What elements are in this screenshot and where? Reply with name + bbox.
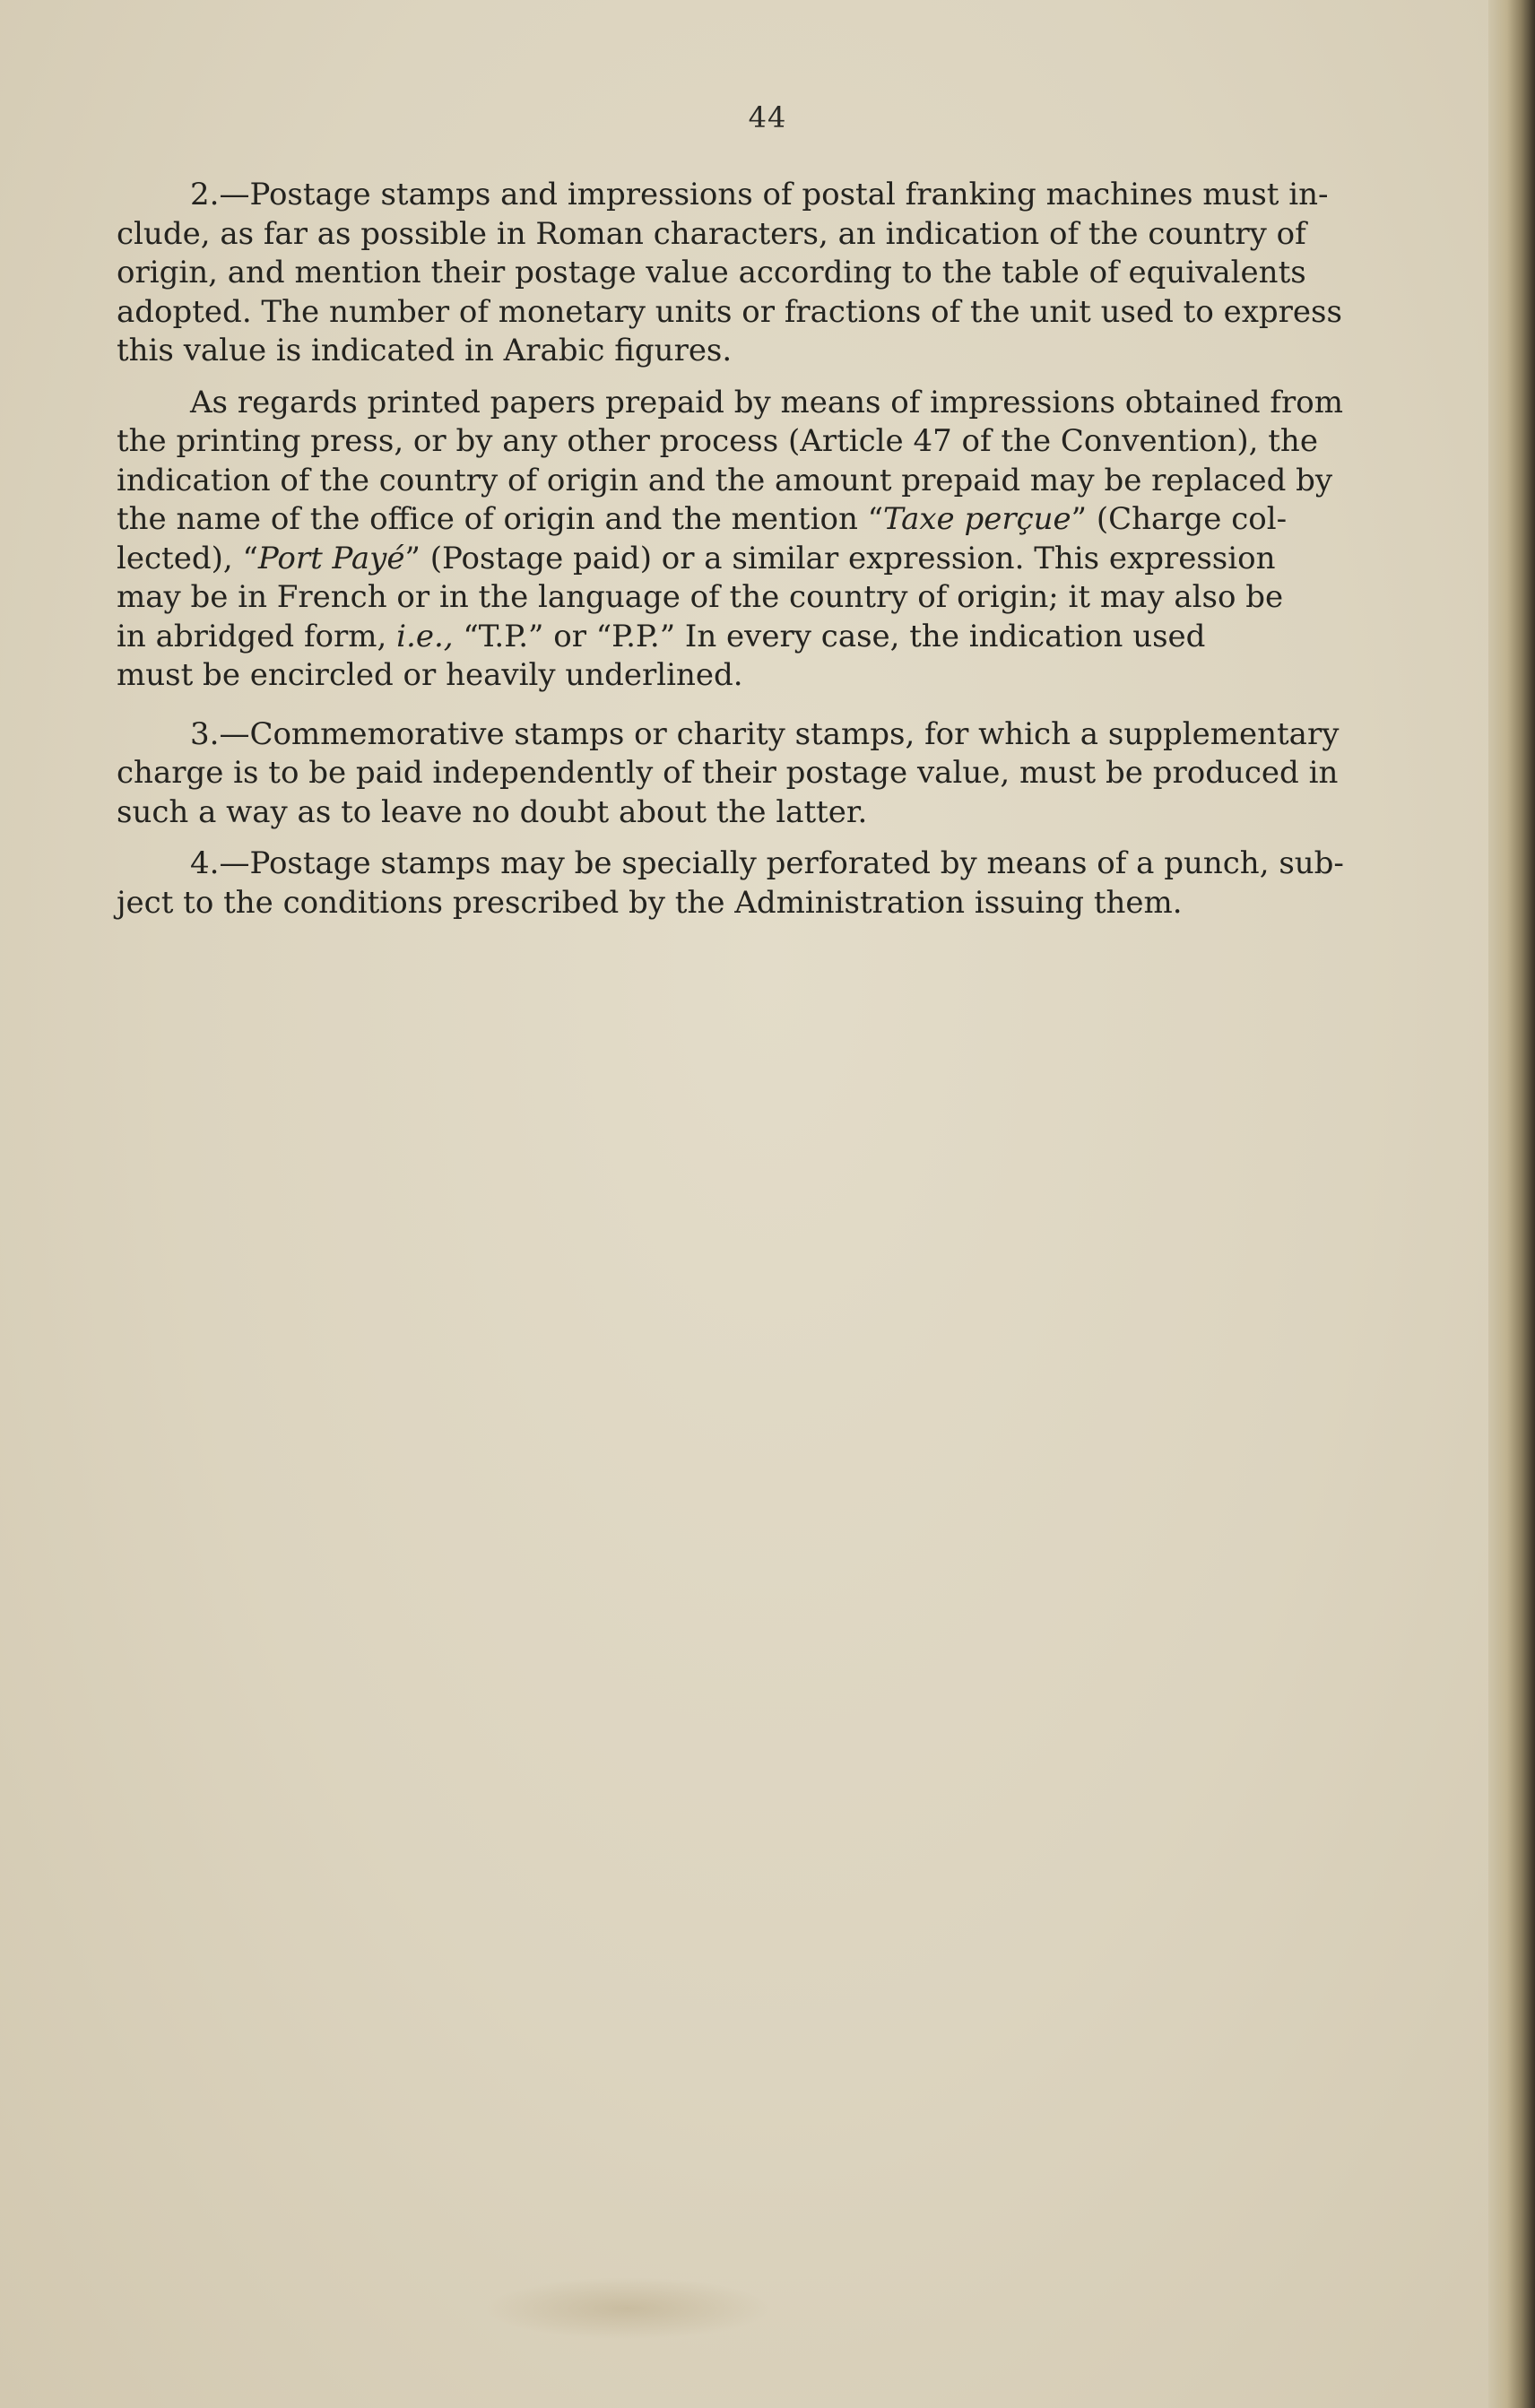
show-through-text — [108, 941, 1435, 2286]
text-run: “T.P.” or “P.P.” In every case, the indication used — [453, 618, 1206, 654]
binding-edge — [1488, 0, 1535, 2408]
text-run: ” (Postage paid) or a similar expression. This expression — [404, 540, 1276, 576]
text-line: ject to the conditions prescribed by the Administration issuing them. — [117, 884, 1183, 921]
text-line: may be in French or in the language of the country of origin; it may also be — [117, 579, 1284, 615]
text-line: clude, as far as possible in Roman characters, an indication of the country of — [117, 215, 1306, 252]
text-line: such a way as to leave no doubt about the latter. — [117, 793, 868, 830]
paragraph-2 — [117, 176, 1453, 371]
text-line: 4.—Postage stamps may be specially perforated by means of a punch, sub- — [190, 845, 1344, 881]
text-line: charge is to be paid independently of their postage value, must be produced in — [117, 755, 1339, 791]
text-line: origin, and mention their postage value according to the table of equivalents — [117, 255, 1306, 290]
text-run: the name of the office of origin and the mention “ — [117, 501, 884, 537]
text-run: ” (Charge col- — [1071, 501, 1288, 537]
text-line: indication of the country of origin and the amount prepaid may be replaced by — [117, 462, 1333, 498]
text-run: in abridged form, — [117, 618, 397, 654]
text-line: the printing press, or by any other process (Article 47 of the Convention), the — [117, 423, 1318, 459]
text-line: adopted. The number of monetary units or fractions of the unit used to express — [117, 293, 1342, 330]
text-line — [117, 540, 1453, 579]
text-line: must be encircled or heavily underlined. — [117, 657, 743, 693]
text-line — [117, 500, 1453, 540]
paragraph-printed-papers — [117, 384, 1453, 696]
paper-stain — [484, 2277, 771, 2340]
text-line: 3.—Commemorative stamps or charity stamps, for which a supplementary — [190, 715, 1340, 752]
body-text — [117, 176, 1453, 935]
text-line: this value is indicated in Arabic figures. — [117, 333, 733, 368]
paragraph-4 — [117, 845, 1453, 922]
page-number: 44 — [748, 100, 787, 134]
italic-term: Port Payé — [257, 540, 405, 576]
italic-term: i.e., — [396, 618, 454, 654]
italic-term: Taxe perçue — [883, 501, 1071, 537]
paragraph-3 — [117, 715, 1453, 833]
text-run: lected), “ — [117, 540, 258, 576]
text-line: As regards printed papers prepaid by means of impressions obtained from — [190, 384, 1343, 420]
text-line — [117, 618, 1453, 657]
text-line: 2.—Postage stamps and impressions of postal franking machines must in- — [190, 177, 1329, 212]
